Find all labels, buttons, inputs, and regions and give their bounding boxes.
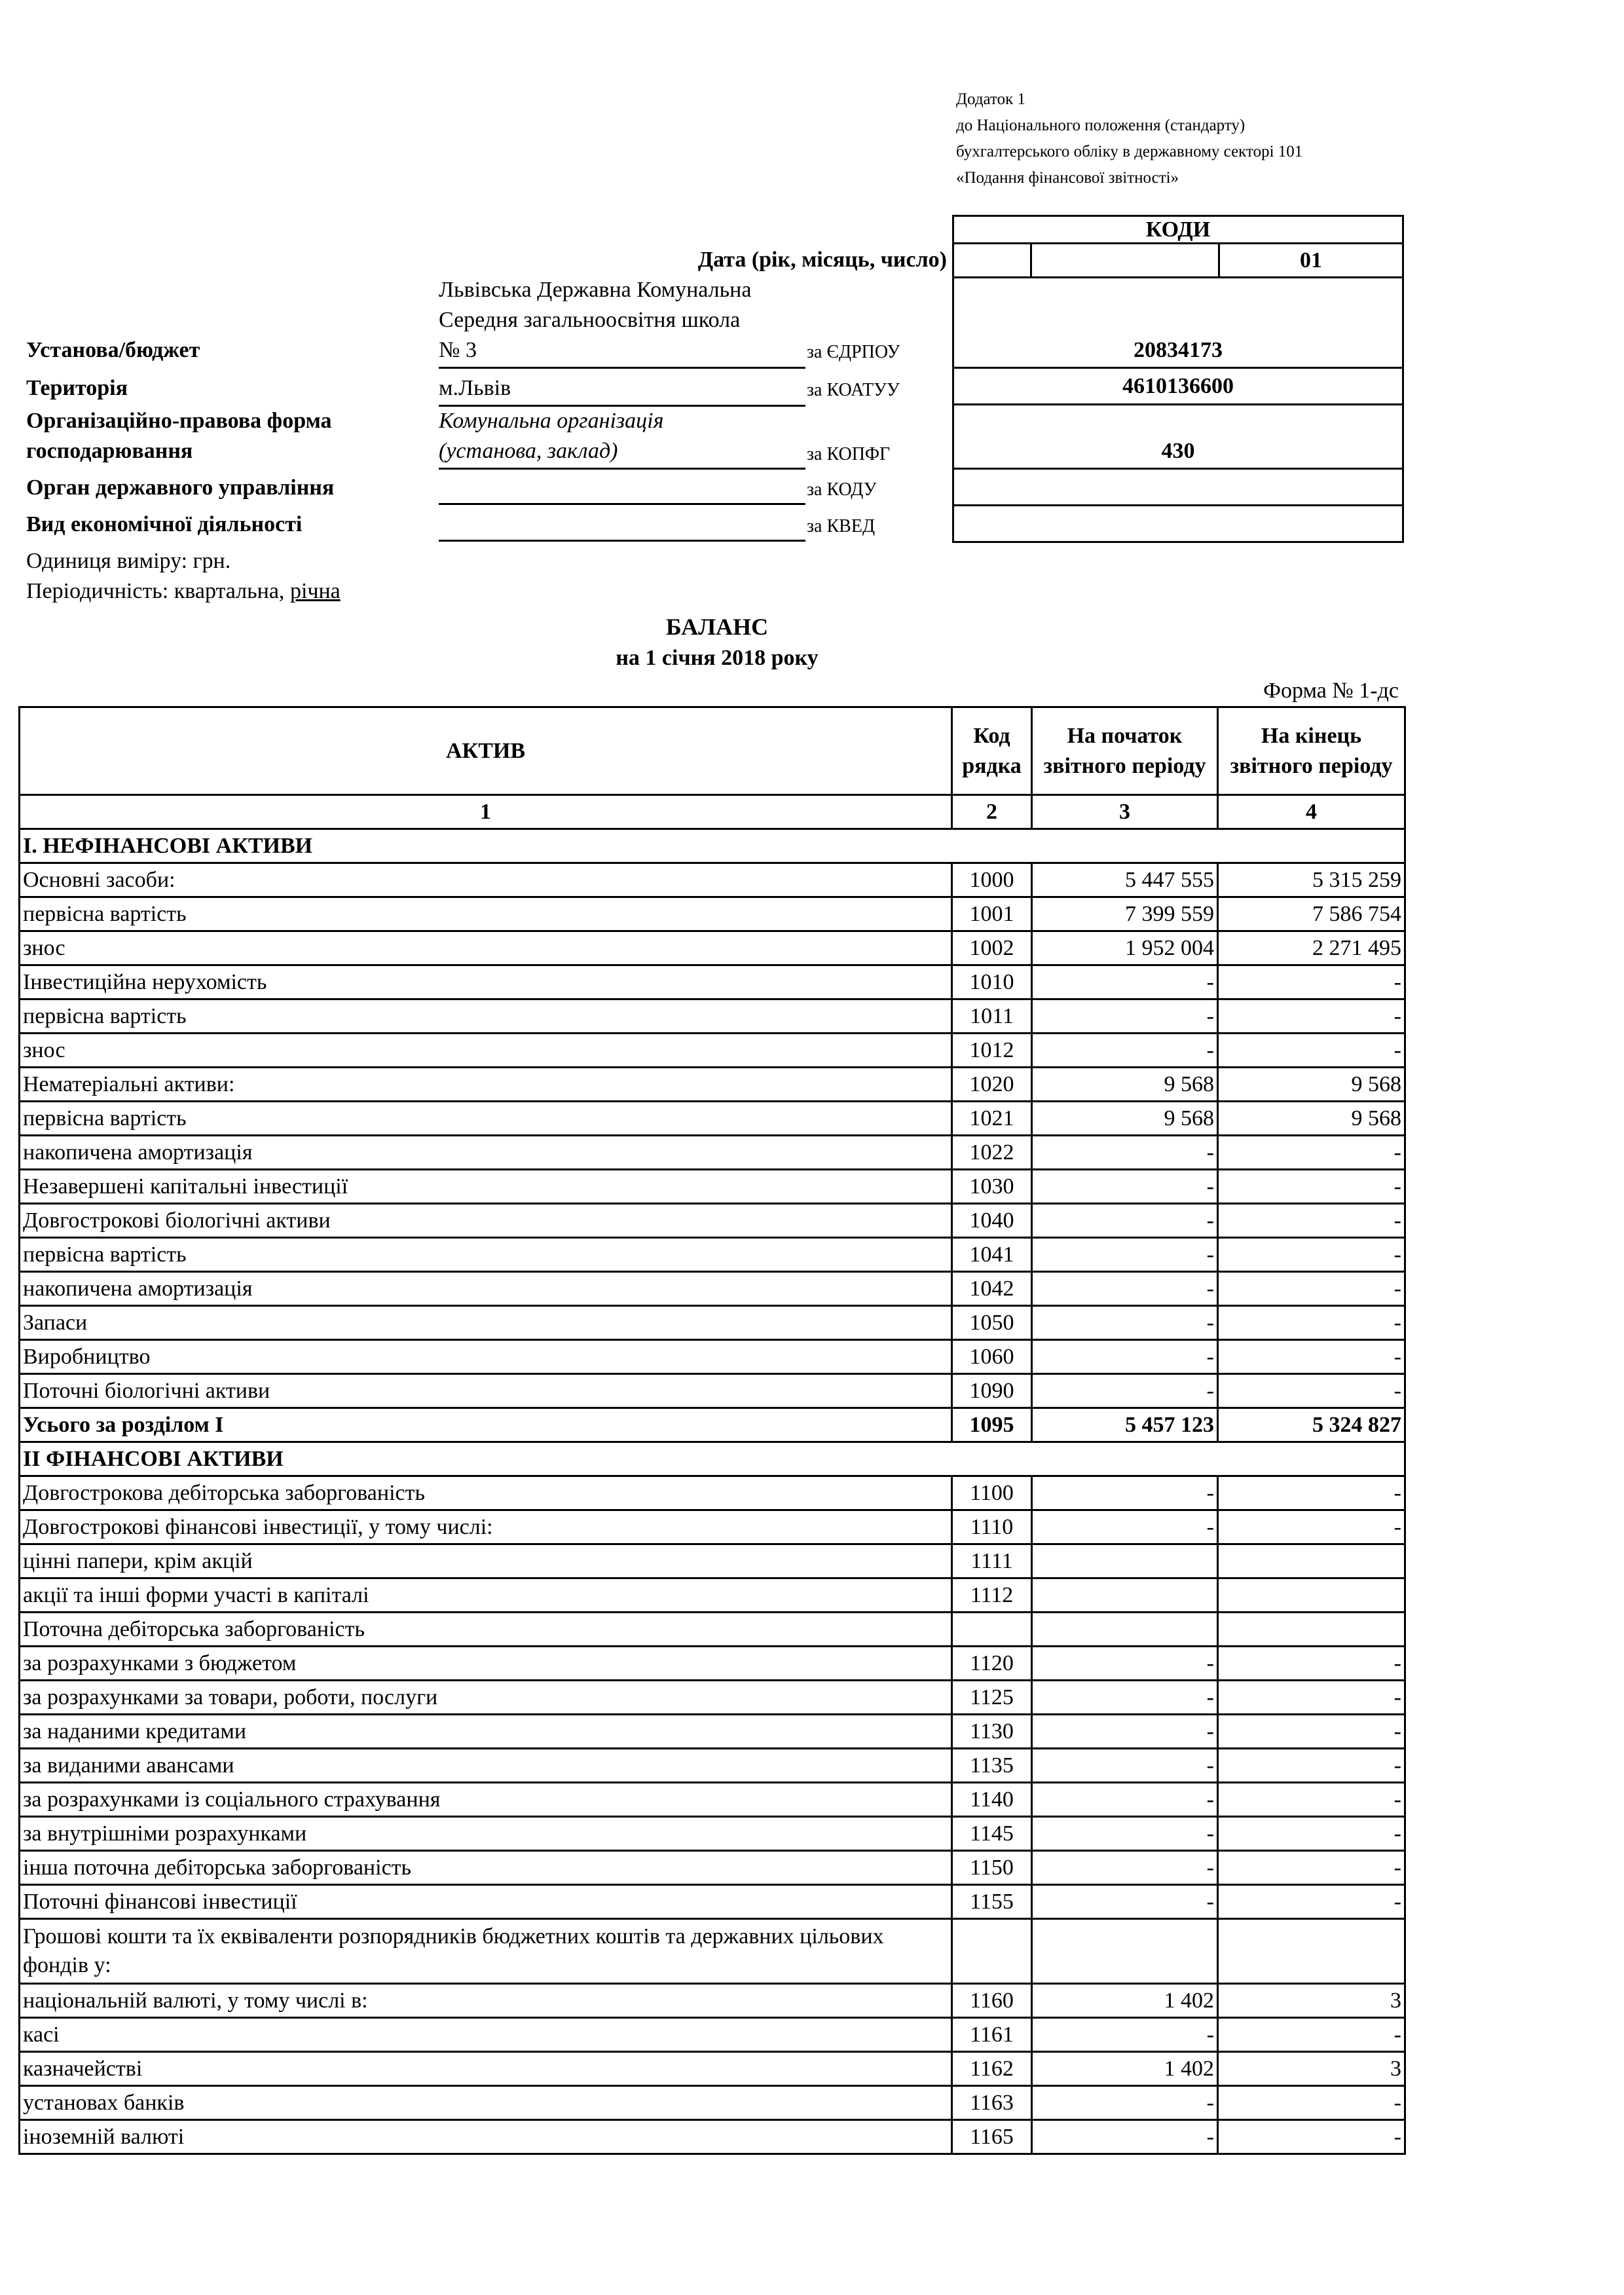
row-end-value: - [1218,965,1405,999]
row-end-value: - [1218,1306,1405,1340]
row-start-value: - [1032,1647,1218,1681]
row-label: Довгострокова дебіторська заборгованість [20,1476,952,1510]
row-code: 1110 [952,1510,1032,1544]
row-label: Поточні біологічні активи [20,1374,952,1408]
row-start-value: - [1032,2120,1218,2154]
row-code: 1140 [952,1783,1032,1817]
territory-label: Територія [26,376,128,400]
row-end-value: - [1218,2086,1405,2120]
row-label: Запаси [20,1306,952,1340]
row-end-value: - [1218,1749,1405,1783]
row-label: Інвестиційна нерухомість [20,965,952,999]
table-body [20,829,1405,2154]
table-row [20,999,1405,1034]
table-row [20,1102,1405,1136]
row-start-value: - [1032,1783,1218,1817]
row-label: Основні засоби: [20,863,952,897]
row-label: інша поточна дебіторська заборгованість [20,1851,952,1885]
row-label: акції та інші форми участі в капіталі [20,1578,952,1613]
date-day-cell: 01 [1219,244,1403,278]
row-end-value: - [1218,1476,1405,1510]
table-row [20,1272,1405,1306]
row-code: 1155 [952,1885,1032,1919]
date-year-cell [953,244,1031,278]
row-end-value [1218,1613,1405,1647]
table-row [20,1238,1405,1272]
org-form-value-2: (установа, заклад) [439,439,618,463]
header-end: На кінець звітного періоду [1218,707,1405,795]
table-row [20,1442,1405,1476]
row-code: 1041 [952,1238,1032,1272]
table-row [20,1919,1405,1984]
gov-body-label: Орган державного управління [26,476,335,500]
row-start-value: - [1032,1136,1218,1170]
row-code: 1165 [952,2120,1032,2154]
table-row [20,829,1405,863]
row-label: за розрахунками із соціального страхування [20,1783,952,1817]
row-end-value: - [1218,1817,1405,1851]
territory-underline [439,405,805,407]
table-row [20,863,1405,897]
row-code: 1161 [952,2018,1032,2052]
row-start-value: - [1032,1851,1218,1885]
row-start-value: 9 568 [1032,1102,1218,1136]
row-end-value: 7 586 754 [1218,897,1405,931]
table-row [20,1749,1405,1783]
activity-underline [439,540,805,542]
col-number: 4 [1218,795,1405,829]
appendix-note [956,86,1302,191]
table-row [20,2120,1405,2154]
institution-line3: № 3 [439,338,477,362]
row-label: за внутрішніми розрахунками [20,1817,952,1851]
row-start-value: - [1032,1204,1218,1238]
table-row [20,1715,1405,1749]
row-end-value [1218,1544,1405,1578]
row-start-value: - [1032,1715,1218,1749]
codes-header: КОДИ [953,216,1403,244]
row-start-value: 1 402 [1032,1984,1218,2018]
table-row [20,1408,1405,1442]
row-code: 1111 [952,1544,1032,1578]
appendix-line: бухгалтерського обліку в державному секторі 101 [956,143,1303,160]
territory-value: м.Львів [439,376,511,400]
row-end-value: - [1218,1340,1405,1374]
row-label: касі [20,2018,952,2052]
activity-label: Вид економічної діяльності [26,512,303,536]
row-end-value: 3 [1218,1984,1405,2018]
row-label: первісна вартість [20,897,952,931]
kodu-code [953,469,1403,506]
org-form-value: Комунальна організація [439,409,664,433]
table-row [20,1034,1405,1068]
form-number: Форма № 1-дс [1263,679,1399,703]
row-code: 1112 [952,1578,1032,1613]
document-title: БАЛАНС [665,614,769,640]
row-code: 1042 [952,1272,1032,1306]
row-end-value: - [1218,1681,1405,1715]
row-end-value: 2 271 495 [1218,931,1405,965]
kopfg-code: 430 [953,405,1403,469]
row-label: знос [20,931,952,965]
kopfg-label: за КОПФГ [807,444,891,464]
row-start-value: - [1032,1340,1218,1374]
row-label: Нематеріальні активи: [20,1068,952,1102]
row-label: Незавершені капітальні інвестиції [20,1170,952,1204]
row-label: за розрахунками за товари, роботи, послуги [20,1681,952,1715]
row-label: Усього за розділом I [20,1408,952,1442]
row-end-value: 5 324 827 [1218,1408,1405,1442]
institution-underline [439,367,805,369]
table-row [20,1340,1405,1374]
col-number: 3 [1032,795,1218,829]
row-end-value: - [1218,1170,1405,1204]
row-code: 1010 [952,965,1032,999]
org-form-label: Організаційно-правова форма [26,409,332,433]
row-label: цінні папери, крім акцій [20,1544,952,1578]
row-label: Довгострокові фінансові інвестиції, у тому числі: [20,1510,952,1544]
row-label: первісна вартість [20,1238,952,1272]
row-code: 1050 [952,1306,1032,1340]
edrpou-code: 20834173 [953,278,1403,368]
periodicity-text: Періодичність: квартальна, [26,579,285,603]
kved-code [953,506,1403,542]
row-label: Грошові кошти та їх еквіваленти розпорядників бюджетних коштів та державних цільових фондів у: [20,1919,952,1984]
row-end-value: - [1218,2120,1405,2154]
row-code: 1095 [952,1408,1032,1442]
row-label: Поточні фінансові інвестиції [20,1885,952,1919]
row-start-value: - [1032,1374,1218,1408]
table-row [20,1613,1405,1647]
row-end-value: - [1218,1647,1405,1681]
row-label: Виробництво [20,1340,952,1374]
row-code: 1162 [952,2052,1032,2086]
table-row [20,1476,1405,1510]
header-code: Код рядка [952,707,1032,795]
table-row [20,1851,1405,1885]
col-number: 2 [952,795,1032,829]
periodicity-selected: річна [289,579,341,603]
row-end-value: - [1218,1204,1405,1238]
row-start-value: - [1032,2086,1218,2120]
row-start-value: - [1032,1476,1218,1510]
row-code: 1021 [952,1102,1032,1136]
koatuu-code: 4610136600 [953,368,1403,405]
row-label: за наданими кредитами [20,1715,952,1749]
row-start-value: 9 568 [1032,1068,1218,1102]
table-row [20,931,1405,965]
table-row [20,1374,1405,1408]
row-start-value: 1 952 004 [1032,931,1218,965]
row-code: 1160 [952,1984,1032,2018]
row-start-value [1032,1919,1218,1984]
row-code: 1120 [952,1647,1032,1681]
row-code: 1060 [952,1340,1032,1374]
row-end-value: - [1218,1238,1405,1272]
row-label: Довгострокові біологічні активи [20,1204,952,1238]
table-row [20,1783,1405,1817]
row-start-value: - [1032,1681,1218,1715]
table-row [20,1544,1405,1578]
row-end-value: - [1218,1783,1405,1817]
institution-line2: Середня загальноосвітня школа [439,308,741,332]
row-end-value: 3 [1218,2052,1405,2086]
row-code: 1000 [952,863,1032,897]
table-row [20,897,1405,931]
date-label: Дата (рік, місяць, число) [697,248,947,272]
row-code: 1090 [952,1374,1032,1408]
row-code: 1163 [952,2086,1032,2120]
row-code: 1125 [952,1681,1032,1715]
row-code: 1002 [952,931,1032,965]
row-start-value: 5 457 123 [1032,1408,1218,1442]
gov-body-underline [439,503,805,505]
row-code: 1022 [952,1136,1032,1170]
row-start-value: - [1032,1749,1218,1783]
periodicity [26,579,341,604]
row-end-value: - [1218,1510,1405,1544]
row-start-value [1032,1613,1218,1647]
row-start-value: - [1032,999,1218,1034]
table-row [20,1068,1405,1102]
row-label: первісна вартість [20,1102,952,1136]
row-end-value: 9 568 [1218,1068,1405,1102]
appendix-line: до Національного положення (стандарту) [956,117,1246,134]
row-start-value: 5 447 555 [1032,863,1218,897]
section-heading: II ФІНАНСОВІ АКТИВИ [20,1442,1405,1476]
row-label: національній валюті, у тому числі в: [20,1984,952,2018]
row-end-value: - [1218,1034,1405,1068]
row-code: 1130 [952,1715,1032,1749]
row-code: 1011 [952,999,1032,1034]
row-code [952,1919,1032,1984]
row-label: іноземній валюті [20,2120,952,2154]
row-start-value: - [1032,1306,1218,1340]
row-label: за розрахунками з бюджетом [20,1647,952,1681]
col-number: 1 [20,795,952,829]
table-row [20,2086,1405,2120]
row-end-value: 5 315 259 [1218,863,1405,897]
header-asset: АКТИВ [20,707,952,795]
row-start-value: 7 399 559 [1032,897,1218,931]
appendix-line: Додаток 1 [956,90,1025,108]
row-code: 1012 [952,1034,1032,1068]
section-heading: I. НЕФІНАНСОВІ АКТИВИ [20,829,1405,863]
row-label: установах банків [20,2086,952,2120]
row-code: 1145 [952,1817,1032,1851]
koatuu-label: за КОАТУУ [807,380,900,400]
row-code: 1150 [952,1851,1032,1885]
row-label: накопичена амортизація [20,1272,952,1306]
row-start-value: - [1032,2018,1218,2052]
institution-line1: Львівська Державна Комунальна [439,278,752,302]
row-label: Поточна дебіторська заборгованість [20,1613,952,1647]
row-start-value: - [1032,1885,1218,1919]
row-label: первісна вартість [20,999,952,1034]
row-end-value [1218,1578,1405,1613]
balance-table [18,706,1406,2155]
institution-label: Установа/бюджет [26,338,200,362]
kved-label: за КВЕД [807,516,876,536]
table-row [20,1578,1405,1613]
row-end-value: - [1218,999,1405,1034]
unit-text: Одиниця виміру: грн. [26,549,231,573]
row-label: накопичена амортизація [20,1136,952,1170]
row-code: 1020 [952,1068,1032,1102]
row-end-value: - [1218,1851,1405,1885]
header-start: На початок звітного періоду [1032,707,1218,795]
row-label: за виданими авансами [20,1749,952,1783]
row-start-value: - [1032,1238,1218,1272]
document-subtitle: на 1 січня 2018 року [616,646,819,670]
table-row [20,1136,1405,1170]
row-start-value: - [1032,1170,1218,1204]
row-end-value [1218,1919,1405,1984]
date-month-cell [1031,244,1219,278]
table-row [20,1204,1405,1238]
table-row [20,1984,1405,2018]
row-code [952,1613,1032,1647]
row-start-value: - [1032,1272,1218,1306]
row-label: казначействі [20,2052,952,2086]
org-form-label-2: господарювання [26,439,193,463]
row-end-value: - [1218,1885,1405,1919]
table-row [20,2018,1405,2052]
codes-table [952,215,1404,543]
appendix-line: «Подання фінансової звітності» [956,169,1179,187]
row-end-value: - [1218,1374,1405,1408]
table-row [20,1170,1405,1204]
table-row [20,2052,1405,2086]
table-row [20,1681,1405,1715]
edrpou-label: за ЄДРПОУ [807,342,900,362]
row-code: 1040 [952,1204,1032,1238]
row-code: 1135 [952,1749,1032,1783]
row-label: знос [20,1034,952,1068]
row-start-value: 1 402 [1032,2052,1218,2086]
row-end-value: - [1218,1136,1405,1170]
row-start-value: - [1032,1510,1218,1544]
row-start-value [1032,1544,1218,1578]
row-start-value: - [1032,965,1218,999]
row-end-value: - [1218,1272,1405,1306]
row-end-value: - [1218,2018,1405,2052]
row-code: 1030 [952,1170,1032,1204]
table-row [20,1306,1405,1340]
table-row [20,1510,1405,1544]
row-code: 1001 [952,897,1032,931]
row-end-value: 9 568 [1218,1102,1405,1136]
table-row [20,1885,1405,1919]
table-row [20,965,1405,999]
row-code: 1100 [952,1476,1032,1510]
kodu-label: за КОДУ [807,479,877,500]
row-start-value [1032,1578,1218,1613]
row-start-value: - [1032,1817,1218,1851]
org-form-underline [439,468,805,470]
row-end-value: - [1218,1715,1405,1749]
row-start-value: - [1032,1034,1218,1068]
table-row [20,1647,1405,1681]
table-row [20,1817,1405,1851]
